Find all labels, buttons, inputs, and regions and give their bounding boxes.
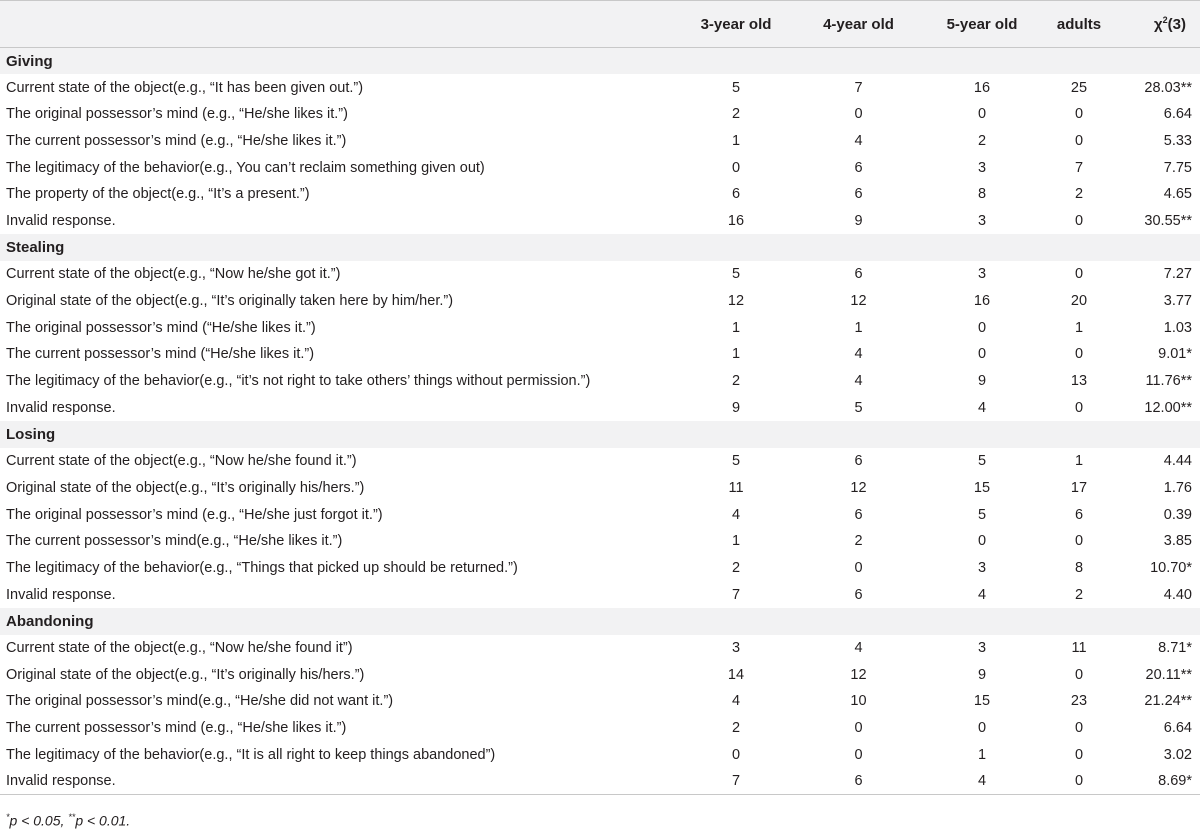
cell-5-year-old: 4 xyxy=(921,768,1043,795)
table-row xyxy=(0,341,1200,368)
cell-3-year-old: 1 xyxy=(731,132,741,149)
cell-3-year-old: 1 xyxy=(731,346,741,363)
cell-adults: 8 xyxy=(1074,559,1084,576)
cell-5-year-old: 4 xyxy=(977,586,987,603)
row-label: The legitimacy of the behavior(e.g., “Things that picked up should be returned.”) xyxy=(6,559,518,576)
cell-5-year-old: 1 xyxy=(977,746,987,763)
header-label xyxy=(0,1,676,48)
row-label: The legitimacy of the behavior(e.g., You can’t reclaim something given out) xyxy=(6,159,485,176)
cell-4-year-old: 1 xyxy=(854,319,863,336)
table-row xyxy=(0,581,1200,608)
cell-adults: 23 xyxy=(1070,693,1088,710)
cell-4-year-old: 12 xyxy=(850,666,867,683)
cell-5-year-old: 3 xyxy=(977,159,987,176)
cell-4-year-old: 4 xyxy=(854,639,863,656)
cell-chi-square: 20.11** xyxy=(1145,666,1192,683)
cell-5-year-old: 3 xyxy=(977,266,987,283)
table-row xyxy=(0,74,1200,101)
row-label: The current possessor’s mind(e.g., “He/she likes it.”) xyxy=(6,533,343,550)
cell-chi-square: 4.65 xyxy=(1163,186,1192,203)
chi-superscript: 2 xyxy=(1162,15,1168,25)
cell-4-year-old: 7 xyxy=(854,79,863,96)
row-label: The original possessor’s mind(e.g., “He/she did not want it.”) xyxy=(6,693,394,710)
cell-3-year-old: 11 xyxy=(728,479,744,496)
table-row xyxy=(0,715,1200,742)
row-label: Current state of the object(e.g., “Now he/she got it.”) xyxy=(6,266,341,283)
table-row xyxy=(0,741,1200,768)
row-label: Original state of the object(e.g., “It’s originally his/hers.”) xyxy=(6,666,365,683)
footnote-text-1: p < 0.05, xyxy=(9,812,69,829)
table-row xyxy=(0,528,1200,555)
cell-3-year-old: 1 xyxy=(731,319,741,336)
cell-chi-square: 12.00** xyxy=(1144,399,1192,416)
row-label: The property of the object(e.g., “It’s a present.”) xyxy=(6,186,310,203)
table-row xyxy=(0,501,1200,528)
cell-4-year-old: 9 xyxy=(854,212,863,229)
cell-5-year-old: 0 xyxy=(977,106,987,123)
table-row xyxy=(0,635,1200,662)
cell-3-year-old: 7 xyxy=(731,586,741,603)
cell-chi-square: 28.03** xyxy=(1144,79,1192,96)
header-4-year-old: 4-year old xyxy=(796,1,921,48)
cell-4-year-old: 6 xyxy=(854,586,863,603)
cell-adults: 0 xyxy=(1074,720,1084,737)
cell-5-year-old: 4 xyxy=(977,399,987,416)
cell-5-year-old: 8 xyxy=(977,186,987,203)
cell-3-year-old: 0 xyxy=(731,746,741,763)
cell-4-year-old: 0 xyxy=(854,559,863,576)
cell-3-year-old: 5 xyxy=(731,79,741,96)
cell-5-year-old: 5 xyxy=(977,506,987,523)
cell-5-year-old: 15 xyxy=(973,479,991,496)
cell-5-year-old: 0 xyxy=(977,533,987,550)
cell-5-year-old: 3 xyxy=(977,559,987,576)
cell-chi-square: 1.76 xyxy=(1163,479,1192,496)
footnote-sym-2: ** xyxy=(68,812,76,822)
cell-5-year-old: 5 xyxy=(977,453,987,470)
row-label: Original state of the object(e.g., “It’s originally taken here by him/her.”) xyxy=(6,293,454,310)
cell-3-year-old: 14 xyxy=(727,666,745,683)
cell-adults: 25 xyxy=(1070,79,1088,96)
cell-adults: 0 xyxy=(1074,212,1084,229)
table-row xyxy=(0,314,1200,341)
cell-4-year-old: 12 xyxy=(850,479,867,496)
table-row xyxy=(0,688,1200,715)
cell-5-year-old: 0 xyxy=(977,319,987,336)
cell-3-year-old: 1 xyxy=(731,533,741,550)
group-row xyxy=(0,234,1200,261)
cell-adults: 11 xyxy=(1071,639,1087,656)
cell-adults: 20 xyxy=(1070,293,1088,310)
cell-chi-square: 4.40 xyxy=(1163,586,1192,603)
cell-adults: 0 xyxy=(1074,746,1084,763)
group-row xyxy=(0,48,1200,75)
footnote-sym-1: * xyxy=(6,812,10,822)
table-row xyxy=(0,208,1200,235)
cell-3-year-old: 4 xyxy=(731,693,741,710)
cell-adults: 13 xyxy=(1070,373,1088,390)
cell-chi-square: 8.71* xyxy=(1158,639,1192,656)
table-row xyxy=(0,288,1200,315)
cell-chi-square: 4.44 xyxy=(1163,453,1192,470)
cell-3-year-old: 2 xyxy=(731,106,741,123)
row-label: Invalid response. xyxy=(6,586,116,603)
cell-4-year-old: 2 xyxy=(854,533,863,550)
cell-adults: 2 xyxy=(1074,186,1084,203)
cell-4-year-old: 0 xyxy=(854,746,863,763)
row-label: The legitimacy of the behavior(e.g., “it’s not right to take others’ things without permission.”) xyxy=(6,373,591,390)
cell-chi-square: 1.03 xyxy=(1163,319,1192,336)
cell-3-year-old: 6 xyxy=(731,186,741,203)
header-5-year-old: 5-year old xyxy=(921,1,1043,48)
cell-4-year-old: 4 xyxy=(854,373,863,390)
cell-4-year-old: 0 xyxy=(854,720,863,737)
table-row xyxy=(0,368,1200,395)
row-label: The current possessor’s mind (e.g., “He/she likes it.”) xyxy=(6,720,347,737)
group-row xyxy=(0,421,1200,448)
cell-3-year-old: 2 xyxy=(731,559,741,576)
cell-4-year-old: 6 xyxy=(854,506,863,523)
cell-adults: 0 xyxy=(1074,533,1084,550)
table-row xyxy=(0,448,1200,475)
table-row xyxy=(0,128,1200,155)
table-row xyxy=(0,768,1200,795)
row-label: The current possessor’s mind (e.g., “He/she likes it.”) xyxy=(6,132,347,149)
cell-adults: 7 xyxy=(1074,159,1084,176)
table-row xyxy=(0,475,1200,502)
table-row xyxy=(0,101,1200,128)
cell-3-year-old: 0 xyxy=(731,159,741,176)
cell-4-year-old: 10 xyxy=(850,693,867,710)
group-title: Losing xyxy=(0,421,1200,448)
cell-3-year-old: 5 xyxy=(731,453,741,470)
row-label: The original possessor’s mind (e.g., “He/she likes it.”) xyxy=(6,106,348,123)
group-title: Stealing xyxy=(0,234,1200,261)
cell-5-year-old: 9 xyxy=(977,666,987,683)
cell-chi-square: 21.24** xyxy=(1144,693,1192,710)
cell-chi-square: 10.70* xyxy=(1150,559,1192,576)
row-label: Original state of the object(e.g., “It’s originally his/hers.”) xyxy=(6,479,365,496)
cell-chi-square: 3.85 xyxy=(1163,533,1192,550)
row-label: Invalid response. xyxy=(6,399,116,416)
cell-adults: 1 xyxy=(1074,453,1084,470)
cell-chi-square: 7.75 xyxy=(1163,159,1192,176)
cell-chi-square: 30.55** xyxy=(1144,212,1192,229)
cell-adults: 2 xyxy=(1074,586,1084,603)
table-row xyxy=(0,661,1200,688)
row-label: Invalid response. xyxy=(6,212,116,229)
table-header-row xyxy=(0,1,1200,48)
cell-3-year-old: 2 xyxy=(731,373,741,390)
cell-chi-square: 9.01* xyxy=(1158,346,1192,363)
cell-adults: 0 xyxy=(1074,132,1084,149)
group-title: Abandoning xyxy=(0,608,1200,635)
table-row xyxy=(0,261,1200,288)
cell-4-year-old: 5 xyxy=(854,399,863,416)
row-label: Current state of the object(e.g., “Now he/she found it”) xyxy=(6,639,353,656)
cell-chi-square: 3.02 xyxy=(1163,746,1192,763)
group-title: Giving xyxy=(0,48,1200,75)
row-label: The original possessor’s mind (e.g., “He/she just forgot it.”) xyxy=(6,506,383,523)
footnote-text-2: p < 0.01. xyxy=(75,812,131,829)
table-row xyxy=(0,181,1200,208)
cell-3-year-old: 4 xyxy=(731,506,741,523)
table-footnote xyxy=(6,812,130,829)
cell-5-year-old: 3 xyxy=(977,639,987,656)
cell-adults: 0 xyxy=(1043,768,1115,795)
cell-chi-square: 11.76** xyxy=(1145,373,1192,390)
cell-3-year-old: 5 xyxy=(731,266,741,283)
group-row xyxy=(0,608,1200,635)
row-label: The current possessor’s mind (“He/she likes it.”) xyxy=(6,346,315,363)
chi-symbol: χ xyxy=(1154,16,1163,33)
header-3-year-old: 3-year old xyxy=(676,1,796,48)
cell-4-year-old: 6 xyxy=(854,159,863,176)
cell-4-year-old: 12 xyxy=(850,293,867,310)
row-label: Current state of the object(e.g., “Now he/she found it.”) xyxy=(6,453,357,470)
cell-chi-square: 6.64 xyxy=(1163,720,1192,737)
table-row xyxy=(0,154,1200,181)
cell-adults: 0 xyxy=(1074,346,1084,363)
cell-chi-square: 5.33 xyxy=(1163,132,1192,149)
chi-df: (3) xyxy=(1167,16,1186,33)
cell-5-year-old: 3 xyxy=(977,212,987,229)
cell-4-year-old: 4 xyxy=(854,346,863,363)
cell-4-year-old: 6 xyxy=(854,266,863,283)
header-adults: adults xyxy=(1043,1,1115,48)
cell-4-year-old: 4 xyxy=(854,132,863,149)
cell-adults: 0 xyxy=(1074,106,1084,123)
cell-adults: 0 xyxy=(1074,666,1084,683)
cell-adults: 6 xyxy=(1074,506,1084,523)
cell-3-year-old: 16 xyxy=(727,212,745,229)
row-label: Invalid response. xyxy=(0,768,676,795)
cell-5-year-old: 16 xyxy=(973,79,991,96)
cell-chi-square: 8.69* xyxy=(1115,768,1200,795)
table-row xyxy=(0,555,1200,582)
cell-3-year-old: 7 xyxy=(676,768,796,795)
cell-adults: 0 xyxy=(1074,266,1084,283)
cell-5-year-old: 16 xyxy=(973,293,991,310)
cell-3-year-old: 2 xyxy=(731,720,741,737)
cell-5-year-old: 15 xyxy=(973,693,991,710)
cell-chi-square: 7.27 xyxy=(1163,266,1192,283)
cell-5-year-old: 2 xyxy=(977,132,987,149)
table-body xyxy=(0,48,1200,795)
cell-3-year-old: 3 xyxy=(731,639,741,656)
cell-4-year-old: 6 xyxy=(854,186,863,203)
cell-4-year-old: 0 xyxy=(854,106,863,123)
cell-5-year-old: 0 xyxy=(977,346,987,363)
cell-5-year-old: 0 xyxy=(977,720,987,737)
table-row xyxy=(0,394,1200,421)
cell-3-year-old: 12 xyxy=(727,293,745,310)
row-label: The original possessor’s mind (“He/she likes it.”) xyxy=(6,319,316,336)
cell-3-year-old: 9 xyxy=(731,399,741,416)
row-label: The legitimacy of the behavior(e.g., “It is all right to keep things abandoned”) xyxy=(6,746,496,763)
cell-chi-square: 0.39 xyxy=(1163,506,1192,523)
row-label: Current state of the object(e.g., “It has been given out.”) xyxy=(6,79,364,96)
cell-adults: 1 xyxy=(1074,319,1084,336)
cell-adults: 17 xyxy=(1070,479,1088,496)
cell-chi-square: 3.77 xyxy=(1163,293,1192,310)
cell-4-year-old: 6 xyxy=(854,453,863,470)
header-chi-square xyxy=(1115,1,1200,48)
cell-adults: 0 xyxy=(1074,399,1084,416)
cell-chi-square: 6.64 xyxy=(1163,106,1192,123)
cell-4-year-old: 6 xyxy=(796,768,921,795)
cell-5-year-old: 9 xyxy=(977,373,987,390)
